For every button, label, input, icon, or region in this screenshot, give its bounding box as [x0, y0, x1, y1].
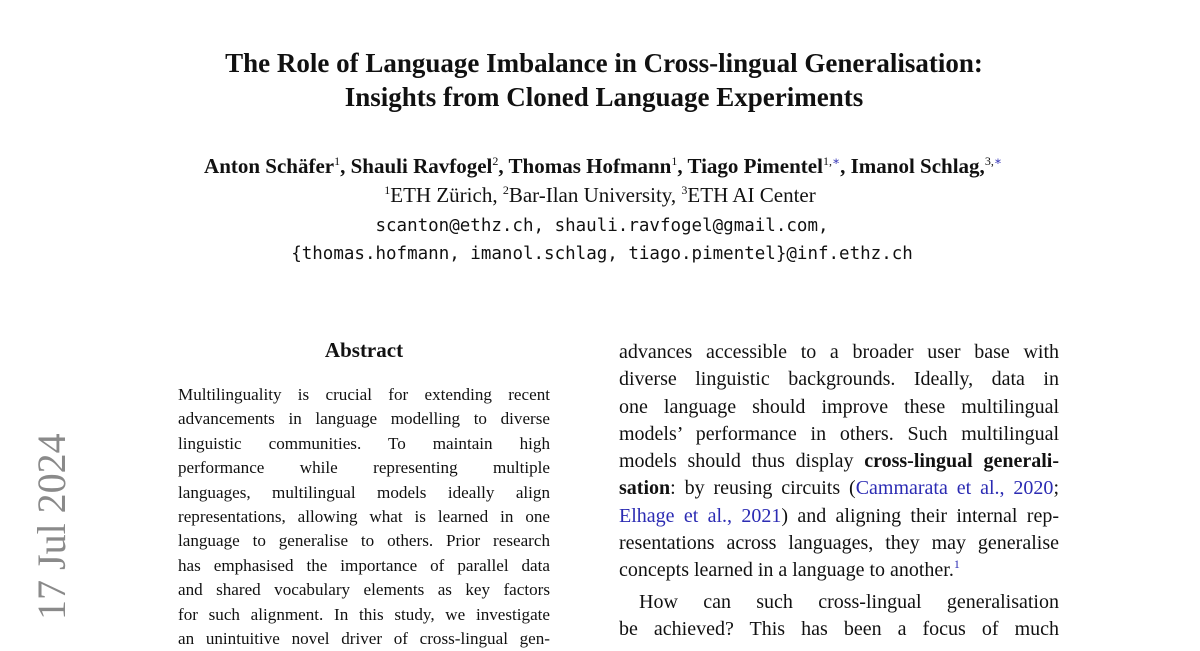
body-line: diverse linguistic backgrounds. Ideally, data in — [619, 368, 1059, 391]
affiliation-mark: 1 — [384, 183, 391, 197]
abstract-line: languages, multilingual models ideally align — [178, 482, 550, 502]
affiliation-mark: 2 — [492, 154, 499, 168]
body-text: models should thus display — [619, 450, 865, 473]
author-name: Shauli Ravfogel — [350, 154, 493, 178]
body-line: models’ performance in others. Such multilingual — [619, 422, 1059, 445]
footnote-link[interactable]: 1 — [953, 557, 960, 572]
author-separator: , — [840, 154, 851, 178]
emphasis-term: sation — [619, 477, 671, 500]
affiliation-mark: 1 — [334, 154, 341, 168]
abstract-line: and shared vocabulary elements as key factors — [178, 580, 550, 600]
email-line-2: {thomas.hofmann, imanol.schlag, tiago.pimentel}@inf.ethz.ch — [291, 244, 913, 264]
citation-link[interactable]: Cammarata et al., 2020 — [855, 477, 1054, 500]
equal-contribution-link[interactable]: ∗ — [831, 154, 841, 168]
citation-link[interactable]: Elhage et al., 2021 — [619, 504, 782, 527]
abstract-line: Multilinguality is crucial for extending recent — [178, 385, 550, 404]
abstract-line: language to generalise to others. Prior research — [178, 531, 550, 551]
affiliation-mark: 1 — [671, 154, 678, 168]
body-line: be achieved? This has been a focus of much — [619, 617, 1059, 640]
body-line — [619, 557, 1059, 584]
abstract-line: has emphasised the importance of parallel data — [178, 555, 550, 575]
abstract-line: for such alignment. In this study, we investigate — [178, 604, 550, 624]
author-name: Imanol Schlag, — [850, 154, 985, 178]
email-line-1: scanton@ethz.ch, shauli.ravfogel@gmail.com, — [375, 216, 829, 236]
body-line: resentations across languages, they may generalise — [619, 532, 1059, 555]
abstract-line: an unintuitive novel driver of cross-lingual gen- — [178, 629, 550, 649]
author-name: Thomas Hofmann — [508, 154, 672, 178]
author-name: Anton Schäfer — [204, 154, 335, 178]
abstract-line: representations, allowing what is learned in one — [178, 507, 550, 527]
author-list — [0, 152, 1200, 180]
body-text: : by reusing circuits ( — [670, 477, 856, 500]
affiliation-mark: 2 — [502, 183, 509, 197]
author-name: Tiago Pimentel — [687, 154, 823, 178]
affiliation-name: ETH Zürich — [390, 183, 493, 207]
abstract-line: performance while representing multiple — [178, 458, 550, 478]
affiliation-name: ETH AI Center — [687, 183, 816, 207]
body-text: ; — [1053, 477, 1059, 500]
body-line: one language should improve these multilingual — [619, 395, 1059, 418]
affiliation-mark: 3 — [681, 183, 688, 197]
affiliation-mark — [985, 154, 1002, 168]
emphasis-term: cross-lingual generali- — [864, 450, 1060, 473]
affiliation-separator: , — [492, 183, 503, 207]
abstract-line: advancements in language modelling to diverse — [178, 409, 550, 429]
abstract-line: linguistic communities. To maintain high — [178, 433, 550, 453]
author-separator: , — [340, 154, 351, 178]
body-text: concepts learned in a language to another. — [619, 559, 954, 582]
affiliation-number: 3, — [984, 154, 994, 168]
abstract-heading: Abstract — [324, 338, 404, 362]
abstract-text — [178, 383, 550, 651]
arxiv-side-date: 17 Jul 2024 — [29, 433, 74, 620]
affiliation-mark — [823, 154, 840, 168]
title-line-2: Insights from Cloned Language Experiments — [344, 82, 864, 112]
affiliation-name: Bar-Ilan University — [508, 183, 671, 207]
introduction-text — [619, 339, 1059, 643]
title-line-1: The Role of Language Imbalance in Cross-lingual Generalisation: — [225, 48, 983, 78]
body-line — [619, 503, 1059, 530]
body-line — [619, 448, 1059, 475]
affiliation-separator: , — [670, 183, 682, 207]
author-separator: , — [498, 154, 509, 178]
body-line — [619, 475, 1059, 502]
author-separator: , — [677, 154, 688, 178]
affiliation-line — [0, 181, 1200, 209]
affiliation-number: 1, — [822, 154, 832, 168]
email-block — [0, 212, 1200, 268]
body-line: advances accessible to a broader user base with — [619, 341, 1059, 363]
body-line: How can such cross-lingual generalisation — [639, 590, 1059, 613]
equal-contribution-link[interactable]: ∗ — [993, 154, 1002, 168]
body-text: ) and aligning their internal rep- — [781, 504, 1060, 527]
paper-title — [0, 46, 1200, 114]
